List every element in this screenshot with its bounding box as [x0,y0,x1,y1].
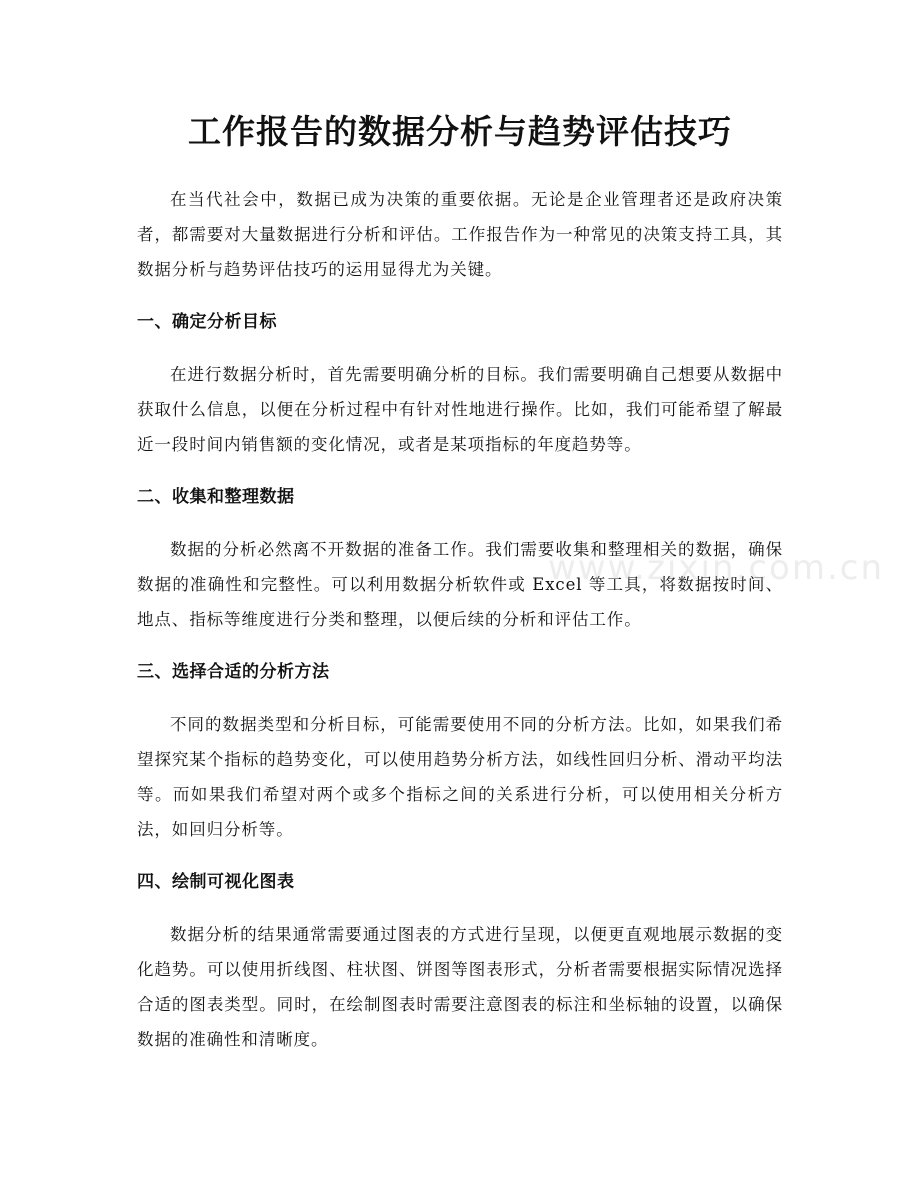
section-heading-2: 二、收集和整理数据 [137,487,295,507]
section-body-3: 不同的数据类型和分析目标，可能需要使用不同的分析方法。比如，如果我们希望探究某个指标的趋势变化，可以使用趋势分析方法，如线性回归分析、滑动平均法等。而如果我们希望对两个或多个指标之间的关系进行分析，可以使用相关分析方法，如回归分析等。 [137,715,783,839]
section-body-4: 数据分析的结果通常需要通过图表的方式进行呈现，以便更直观地展示数据的变化趋势。可以使用折线图、柱状图、饼图等图表形式，分析者需要根据实际情况选择合适的图表类型。同时，在绘制图表时需要注意图表的标注和坐标轴的设置，以确保数据的准确性和清晰度。 [137,925,783,1049]
section-heading-3: 三、选择合适的分析方法 [137,662,330,682]
intro-paragraph: 在当代社会中，数据已成为决策的重要依据。无论是企业管理者还是政府决策者，都需要对大量数据进行分析和评估。工作报告作为一种常见的决策支持工具，其数据分析与趋势评估技巧的运用显得尤为关键。 [137,190,783,279]
section-body-1: 在进行数据分析时，首先需要明确分析的目标。我们需要明确自己想要从数据中获取什么信息，以便在分析过程中有针对性地进行操作。比如，我们可能希望了解最近一段时间内销售额的变化情况，或者是某项指标的年度趋势等。 [137,365,783,454]
section-body-2: 数据的分析必然离不开数据的准备工作。我们需要收集和整理相关的数据，确保数据的准确性和完整性。可以利用数据分析软件或 Excel 等工具，将数据按时间、地点、指标等维度进行分类和整理，以便后续的分析和评估工作。 [137,540,783,629]
document-body [137,182,783,1057]
watermark: www.zixin.com.cn [548,548,884,588]
document-title: 工作报告的数据分析与趋势评估技巧 [188,112,732,151]
section-heading-1: 一、确定分析目标 [137,312,277,332]
section-heading-4: 四、绘制可视化图表 [137,872,295,892]
